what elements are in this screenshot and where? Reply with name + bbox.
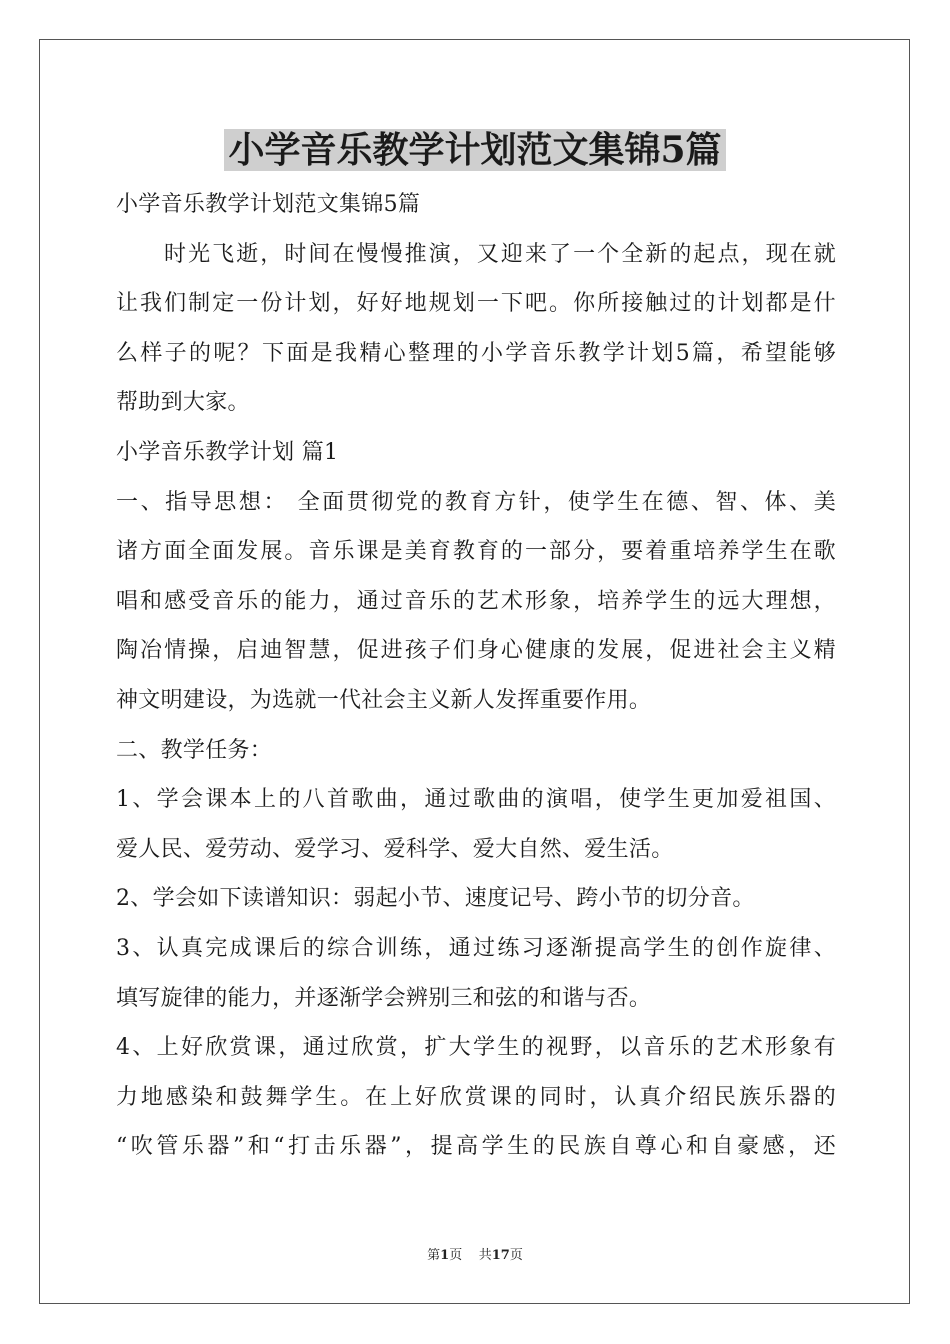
text-line: 4、上好欣赏课，通过欣赏，扩大学生的视野，以音乐的艺术形象有 xyxy=(116,1035,836,1061)
text-line: 陶冶情操，启迪智慧，促进孩子们身心健康的发展，促进社会主义精 xyxy=(116,638,836,664)
text-line: 力地感染和鼓舞学生。在上好欣赏课的同时，认真介绍民族乐器的 xyxy=(116,1084,836,1110)
footer-page-number: 1 xyxy=(440,1248,450,1263)
text-line: 二、教学任务： xyxy=(116,737,273,763)
text-line: 唱和感受音乐的能力，通过音乐的艺术形象，培养学生的远大理想， xyxy=(116,588,836,614)
footer-page-prefix: 第 xyxy=(427,1248,441,1263)
footer-total-pages: 17 xyxy=(491,1248,510,1263)
page-footer xyxy=(0,1244,950,1263)
text-line: 3、认真完成课后的综合训练，通过练习逐渐提高学生的创作旋律、 xyxy=(116,935,836,961)
footer-page-suffix: 页 xyxy=(449,1248,463,1263)
text-line: 小学音乐教学计划 篇1 xyxy=(116,439,339,465)
text-line: “吹管乐器”和“打击乐器”，提高学生的民族自尊心和自豪感，还 xyxy=(116,1134,836,1160)
text-line: 时光飞逝，时间在慢慢推演，又迎来了一个全新的起点，现在就 xyxy=(164,241,836,267)
text-line: 神文明建设，为选就一代社会主义新人发挥重要作用。 xyxy=(116,687,652,713)
text-line: 1、学会课本上的八首歌曲，通过歌曲的演唱，使学生更加爱祖国、 xyxy=(116,787,836,813)
text-line: 帮助到大家。 xyxy=(116,390,250,416)
text-line: 诸方面全面发展。音乐课是美育教育的一部分，要着重培养学生在歌 xyxy=(116,539,836,565)
text-line: 让我们制定一份计划，好好地规划一下吧。你所接触过的计划都是什 xyxy=(116,291,836,317)
document-body xyxy=(116,180,836,1172)
text-line: 么样子的呢？下面是我精心整理的小学音乐教学计划5篇，希望能够 xyxy=(116,340,836,366)
text-line: 一、指导思想： 全面贯彻党的教育方针，使学生在德、智、体、美 xyxy=(116,489,836,515)
footer-total-prefix: 共 xyxy=(478,1248,492,1263)
text-line: 填写旋律的能力，并逐渐学会辨别三和弦的和谐与否。 xyxy=(116,985,652,1011)
text-line: 2、学会如下读谱知识：弱起小节、速度记号、跨小节的切分音。 xyxy=(116,886,755,912)
text-line: 爱人民、爱劳动、爱学习、爱科学、爱大自然、爱生活。 xyxy=(116,836,674,862)
footer-total-suffix: 页 xyxy=(509,1248,523,1263)
document-title xyxy=(0,125,950,175)
document-title-text: 小学音乐教学计划范文集锦5篇 xyxy=(224,129,725,171)
text-line: 小学音乐教学计划范文集锦5篇 xyxy=(116,192,421,217)
